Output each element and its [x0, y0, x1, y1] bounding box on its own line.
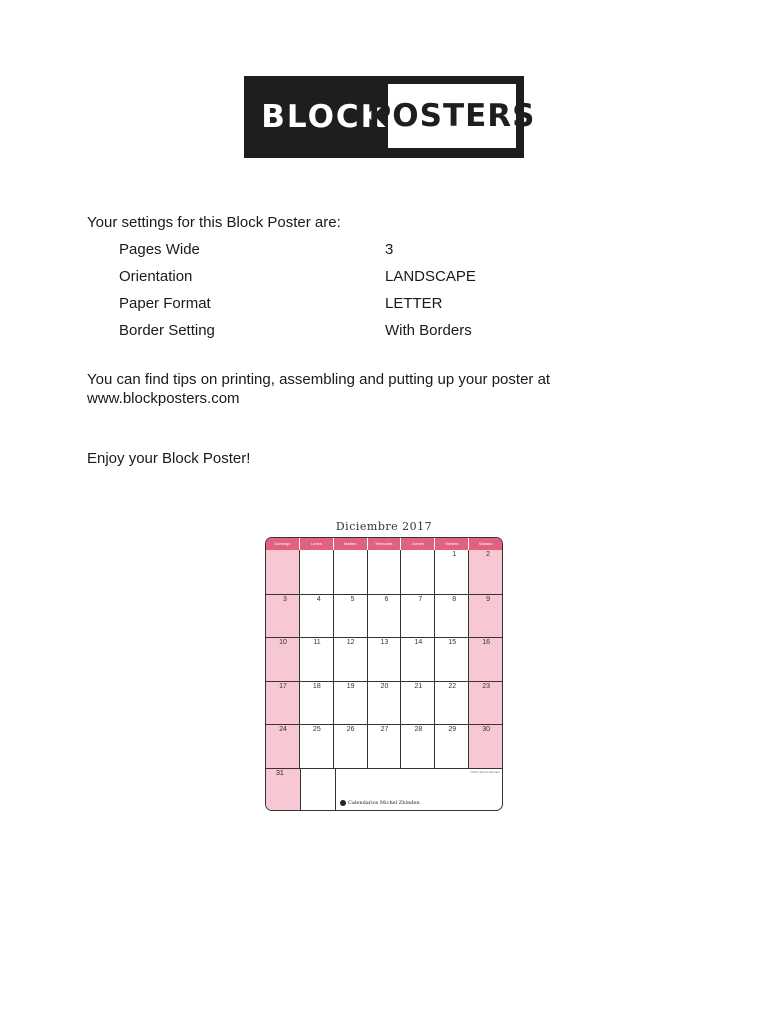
- calendar-day: [300, 595, 334, 638]
- calendar-body: [266, 550, 502, 810]
- day-number: 29: [448, 726, 457, 733]
- setting-label-border: Border Setting: [119, 322, 215, 339]
- day-number: 1: [452, 551, 457, 558]
- calendar-last-week: [266, 768, 502, 810]
- weekday-label: Sábado: [478, 541, 493, 546]
- day-number: 14: [414, 639, 423, 646]
- tips-line: You can find tips on printing, assembling and putting up your poster at: [87, 371, 551, 388]
- calendar-day: [435, 725, 469, 768]
- calendar-day: [300, 682, 334, 725]
- setting-label-paper-format: Paper Format: [119, 295, 211, 312]
- day-number: 7: [418, 595, 423, 603]
- day-number: 17: [279, 682, 287, 690]
- weekday-label: Domingo: [266, 538, 300, 550]
- day-number: 27: [380, 726, 389, 733]
- calendar-day: [469, 595, 502, 638]
- calendar-day: [300, 638, 334, 681]
- day-number: 24: [279, 726, 287, 733]
- day-number: 20: [380, 682, 389, 690]
- block-posters-logo: [244, 76, 536, 158]
- day-number: 25: [312, 726, 321, 733]
- day-number: 2: [486, 551, 491, 558]
- calendar-day: [334, 682, 368, 725]
- calendar-day: [334, 550, 368, 594]
- calendar-day: [300, 725, 334, 768]
- weekday-label: Miércoles: [368, 538, 402, 550]
- calendar-day: [469, 550, 502, 594]
- calendar-week: [266, 681, 502, 725]
- calendar-day: [334, 725, 368, 768]
- calendar-day: [469, 725, 502, 768]
- calendar-day: [368, 550, 402, 594]
- day-number: 12: [346, 639, 355, 646]
- weekday-label: Lunes: [300, 538, 334, 550]
- day-number: 23: [482, 682, 491, 690]
- setting-value-paper-format: LETTER: [385, 295, 443, 312]
- calendar-day: [401, 638, 435, 681]
- weekday-label: Viernes: [435, 538, 469, 550]
- calendar-day: [435, 638, 469, 681]
- setting-value-pages-wide: 3: [385, 241, 394, 258]
- day-number: 10: [279, 639, 287, 646]
- calendar-weekday-header: [266, 538, 502, 550]
- calendar-day: [266, 682, 300, 725]
- day-number: 9: [486, 595, 491, 603]
- setting-value-orientation: LANDSCAPE: [385, 268, 476, 285]
- calendar-day: [266, 595, 300, 638]
- calendar-day: [401, 682, 435, 725]
- calendar-day: [368, 725, 402, 768]
- day-number: 26: [346, 726, 355, 733]
- calendar-day: [334, 595, 368, 638]
- calendar-copyright: ©2017 Michel Zbinden: [469, 769, 500, 774]
- day-number: 15: [448, 639, 457, 646]
- calendar-day: [368, 682, 402, 725]
- setting-label-orientation: Orientation: [119, 268, 193, 285]
- setting-label-pages-wide: Pages Wide: [119, 241, 200, 258]
- calendar-day: [266, 638, 300, 681]
- day-number: 30: [482, 726, 491, 733]
- calendar-week: [266, 637, 502, 681]
- calendar-day: [401, 725, 435, 768]
- tips-paragraph: [87, 370, 550, 408]
- credit-text: Calendarios Michel Zbinden: [348, 799, 420, 806]
- day-number: 6: [384, 595, 389, 603]
- calendar-credit: [340, 800, 420, 806]
- day-number: 3: [282, 595, 287, 603]
- day-number: 11: [313, 639, 321, 646]
- day-number: 18: [312, 682, 321, 690]
- day-number: 5: [350, 595, 355, 603]
- weekday-label: Jueves: [401, 538, 435, 550]
- day-number: 8: [452, 595, 457, 603]
- day-number: 19: [346, 682, 355, 690]
- calendar-day: [300, 550, 334, 594]
- calendar-footer: [336, 769, 502, 810]
- settings-intro: Your settings for this Block Poster are:: [87, 214, 341, 231]
- calendar-week: [266, 594, 502, 638]
- calendar-day: [401, 595, 435, 638]
- calendar-week: [266, 550, 502, 594]
- calendar-day: [266, 550, 300, 594]
- logo-posters-word: POSTERS: [388, 84, 516, 148]
- calendar-day: [266, 769, 301, 810]
- calendar-title: Diciembre 2017: [335, 520, 433, 533]
- calendar-day: [435, 682, 469, 725]
- calendar-day: [266, 725, 300, 768]
- day-number: 13: [380, 639, 389, 646]
- calendar-preview: [265, 520, 503, 812]
- tips-link[interactable]: www.blockposters.com: [87, 390, 240, 407]
- day-number: 28: [414, 726, 423, 733]
- calendar-day: [469, 682, 502, 725]
- calendar-grid: [265, 537, 503, 811]
- enjoy-message: Enjoy your Block Poster!: [87, 450, 251, 467]
- setting-value-border: With Borders: [385, 322, 472, 339]
- day-number: 4: [316, 595, 321, 603]
- logo-block-word: BLOCK: [261, 99, 387, 135]
- weekday-label: Martes: [334, 538, 368, 550]
- face-icon: [340, 800, 346, 806]
- calendar-day: [368, 595, 402, 638]
- calendar-day: [368, 638, 402, 681]
- day-number: 22: [448, 682, 457, 690]
- calendar-day: [401, 550, 435, 594]
- day-number: 16: [482, 639, 491, 646]
- calendar-day: [469, 638, 502, 681]
- calendar-day: [301, 769, 336, 810]
- day-number: 21: [414, 682, 423, 690]
- calendar-day: [435, 550, 469, 594]
- day-number: 31: [276, 769, 284, 777]
- calendar-day: [334, 638, 368, 681]
- calendar-week: [266, 724, 502, 768]
- calendar-day: [435, 595, 469, 638]
